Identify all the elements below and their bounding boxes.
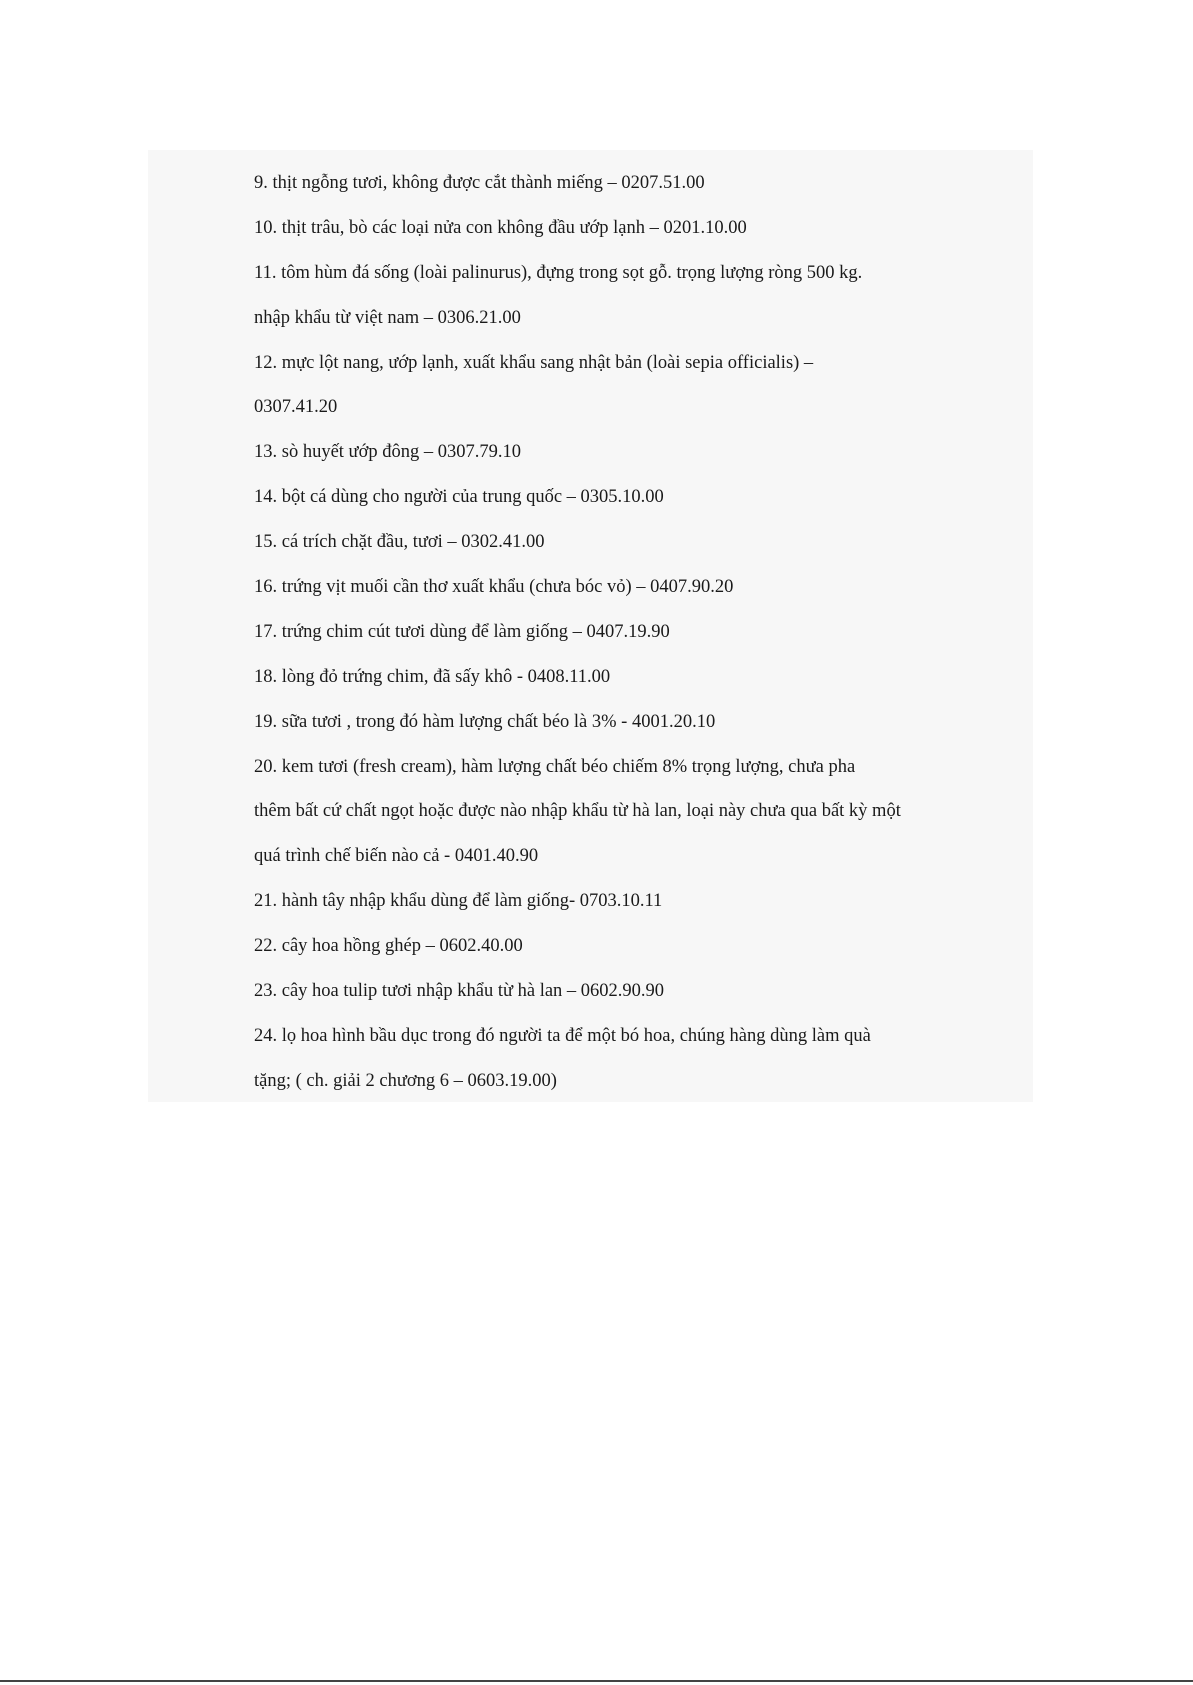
- text-line: 18. lòng đỏ trứng chim, đã sấy khô - 0408.11.00: [254, 666, 611, 687]
- text-line: 20. kem tươi (fresh cream), hàm lượng chất béo chiếm 8% trọng lượng, chưa pha: [254, 756, 856, 777]
- text-line: quá trình chế biến nào cả - 0401.40.90: [254, 846, 539, 867]
- text-line: 24. lọ hoa hình bầu dục trong đó người ta để một bó hoa, chúng hàng dùng làm quà: [254, 1025, 871, 1046]
- text-line: 10. thịt trâu, bò các loại nửa con không đầu ướp lạnh – 0201.10.00: [254, 217, 747, 238]
- text-line: 17. trứng chim cút tươi dùng để làm giống – 0407.19.90: [254, 621, 670, 642]
- text-line: 23. cây hoa tulip tươi nhập khẩu từ hà lan – 0602.90.90: [254, 981, 665, 1002]
- text-line: 19. sữa tươi , trong đó hàm lượng chất béo là 3% - 4001.20.10: [254, 711, 716, 732]
- text-line: 15. cá trích chặt đầu, tươi – 0302.41.00: [254, 532, 545, 553]
- text-line: 0307.41.20: [254, 397, 338, 418]
- text-line: 14. bột cá dùng cho người của trung quốc – 0305.10.00: [254, 487, 664, 508]
- text-line: tặng; ( ch. giải 2 chương 6 – 0603.19.00): [254, 1070, 557, 1091]
- page-bottom-border: [0, 1680, 1193, 1682]
- text-line: 22. cây hoa hồng ghép – 0602.40.00: [254, 936, 523, 957]
- text-line: 12. mực lột nang, ướp lạnh, xuất khẩu sang nhật bản (loài sepia officialis) –: [254, 352, 814, 373]
- text-line: 11. tôm hùm đá sống (loài palinurus), đựng trong sọt gỗ. trọng lượng ròng 500 kg.: [254, 262, 863, 283]
- text-line: 9. thịt ngỗng tươi, không được cắt thành miếng – 0207.51.00: [254, 173, 705, 193]
- text-line: 13. sò huyết ướp đông – 0307.79.10: [254, 442, 521, 463]
- text-line: thêm bất cứ chất ngọt hoặc được nào nhập khẩu từ hà lan, loại này chưa qua bất kỳ một: [254, 801, 901, 822]
- text-line: nhập khẩu từ việt nam – 0306.21.00: [254, 307, 521, 328]
- text-line: 16. trứng vịt muối cần thơ xuất khẩu (chưa bóc vỏ) – 0407.90.20: [254, 577, 734, 598]
- text-line: 21. hành tây nhập khẩu dùng để làm giống- 0703.10.11: [254, 891, 663, 912]
- document-text: [254, 165, 994, 1108]
